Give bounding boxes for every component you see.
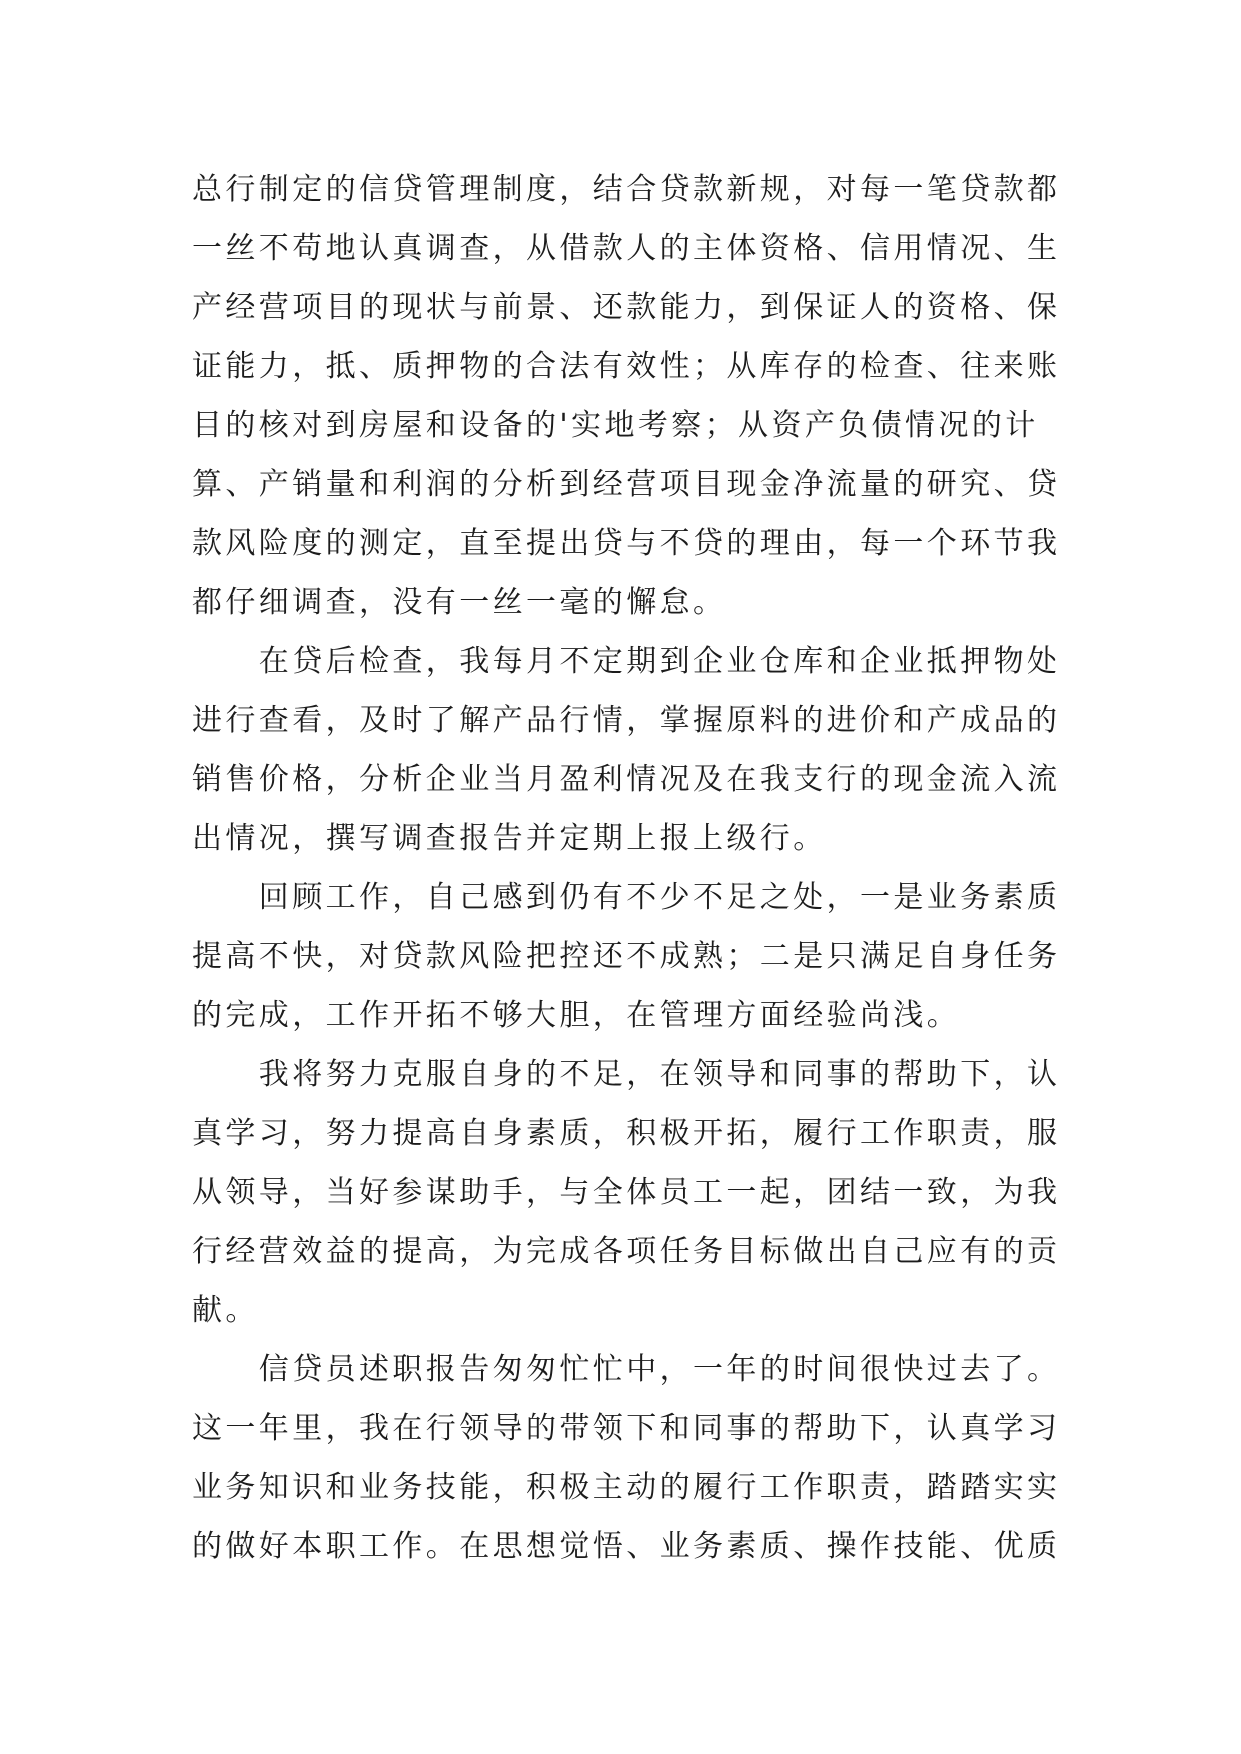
text-line: 的完成，工作开拓不够大胆，在管理方面经验尚浅。	[192, 998, 961, 1033]
text-line: 进行查看，及时了解产品行情，掌握原料的进价和产成品的	[192, 703, 1061, 738]
text-line: 我将努力克服自身的不足，在领导和同事的帮助下，认	[192, 1057, 1061, 1092]
text-line: 款风险度的测定，直至提出贷与不贷的理由，每一个环节我	[192, 526, 1061, 561]
text-line: 一丝不苟地认真调查，从借款人的主体资格、信用情况、生	[192, 231, 1061, 266]
text-line: 信贷员述职报告匆匆忙忙中，一年的时间很快过去了。	[192, 1352, 1061, 1387]
text-line: 献。	[192, 1293, 259, 1328]
text-line: 销售价格，分析企业当月盈利情况及在我支行的现金流入流	[192, 762, 1061, 797]
text-line: 产经营项目的现状与前景、还款能力，到保证人的资格、保	[192, 290, 1061, 325]
text-line: 证能力，抵、质押物的合法有效性；从库存的检查、往来账	[192, 349, 1061, 384]
text-line: 行经营效益的提高，为完成各项任务目标做出自己应有的贡	[192, 1234, 1061, 1269]
text-line: 业务知识和业务技能，积极主动的履行工作职责，踏踏实实	[192, 1470, 1061, 1505]
text-line: 总行制定的信贷管理制度，结合贷款新规，对每一笔贷款都	[192, 172, 1061, 207]
text-line: 出情况，撰写调查报告并定期上报上级行。	[192, 821, 827, 856]
text-line: 真学习，努力提高自身素质，积极开拓，履行工作职责，服	[192, 1116, 1061, 1151]
text-line: 在贷后检查，我每月不定期到企业仓库和企业抵押物处	[192, 644, 1061, 679]
text-line: 回顾工作，自己感到仍有不少不足之处，一是业务素质	[192, 880, 1061, 915]
text-line: 的做好本职工作。在思想觉悟、业务素质、操作技能、优质	[192, 1529, 1061, 1564]
text-line: 从领导，当好参谋助手，与全体员工一起，团结一致，为我	[192, 1175, 1061, 1210]
text-line: 都仔细调查，没有一丝一毫的懈怠。	[192, 585, 727, 620]
text-line: 提高不快，对贷款风险把控还不成熟；二是只满足自身任务	[192, 939, 1061, 974]
text-line: 目的核对到房屋和设备的'实地考察；从资产负债情况的计	[192, 408, 1039, 443]
text-line: 这一年里，我在行领导的带领下和同事的帮助下，认真学习	[192, 1411, 1061, 1446]
body-text	[192, 160, 1072, 1576]
text-line: 算、产销量和利润的分析到经营项目现金净流量的研究、贷	[192, 467, 1061, 502]
